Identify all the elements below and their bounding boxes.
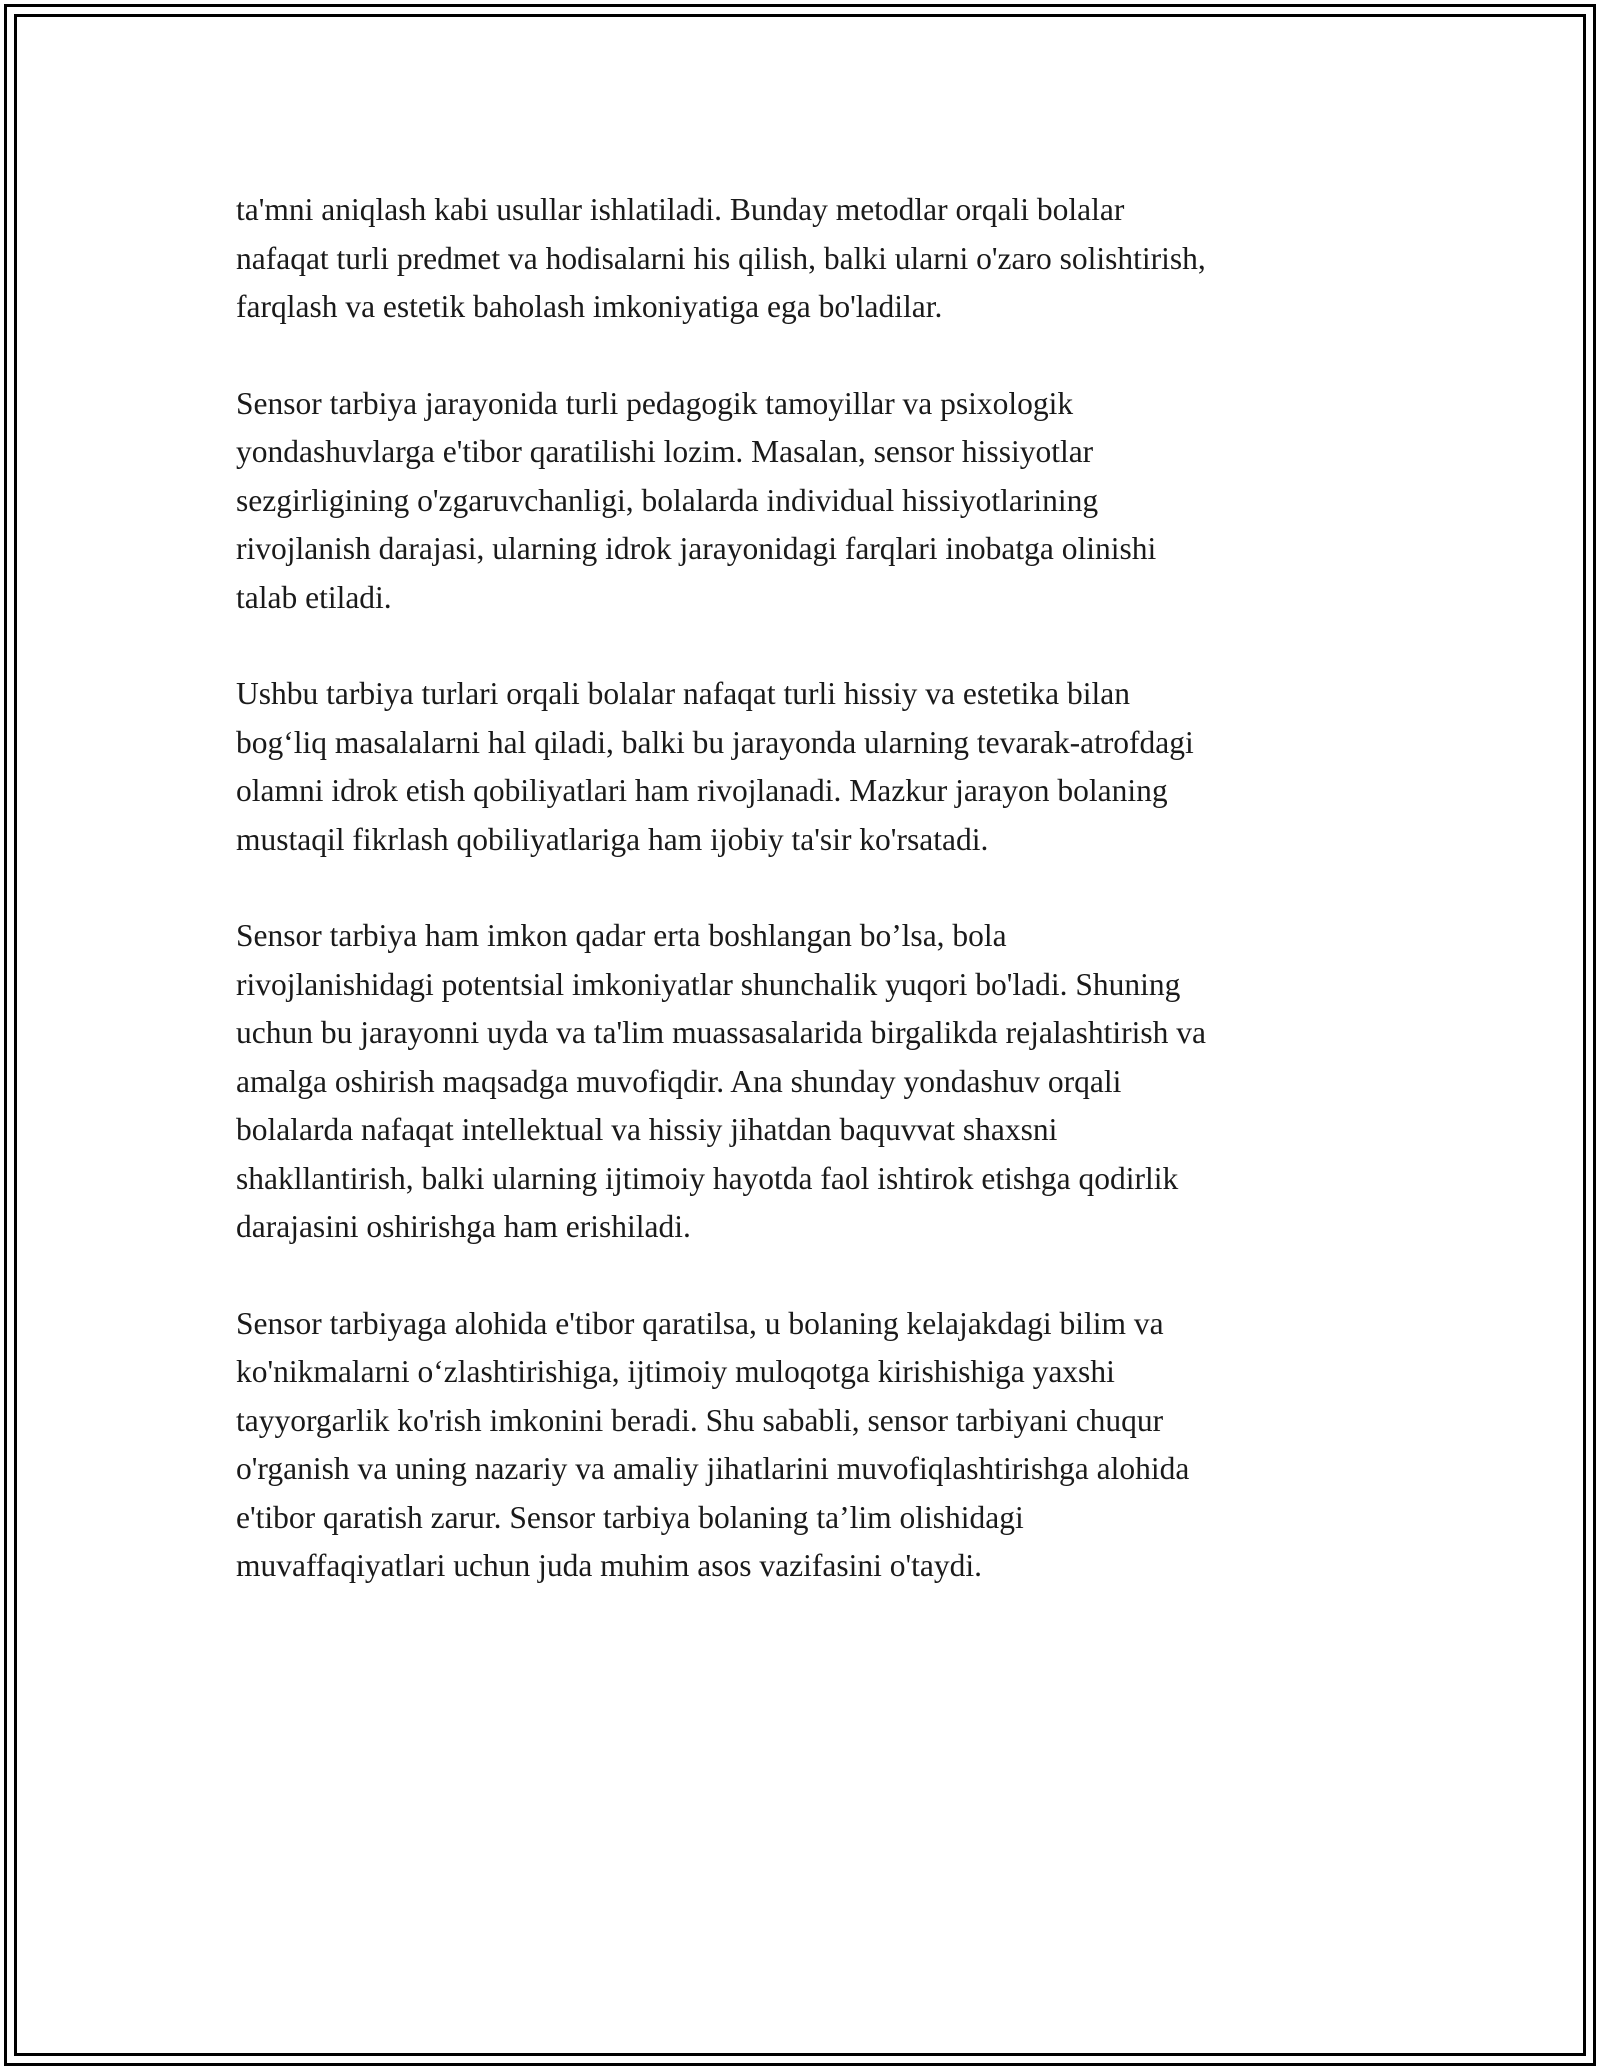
paragraph-5 [236, 1300, 1386, 1591]
text-line: ko'nikmalarni o‘zlashtirishiga, ijtimoiy muloqotga kirishishiga yaxshi [236, 1354, 1115, 1389]
text-line: mustaqil fikrlash qobiliyatlariga ham ijobiy ta'sir ko'rsatadi. [236, 821, 989, 857]
text-line: nafaqat turli predmet va hodisalarni his qilish, balki ularni o'zaro solishtirish, [236, 240, 1206, 276]
text-line: yondashuvlarga e'tibor qaratilishi lozim. Masalan, sensor hissiyotlar [236, 434, 1094, 469]
text-line: Sensor tarbiya ham imkon qadar erta boshlangan bo’lsa, bola [236, 918, 1007, 953]
paragraph-2 [236, 380, 1386, 623]
text-line: Ushbu tarbiya turlari orqali bolalar nafaqat turli hissiy va estetika bilan [236, 676, 1130, 711]
text-line: shakllantirish, balki ularning ijtimoiy hayotda faol ishtirok etishga qodirlik [236, 1160, 1179, 1196]
document-body [236, 186, 1386, 1639]
text-line: ta'mni aniqlash kabi usullar ishlatiladi. Bunday metodlar orqali bolalar [236, 192, 1125, 227]
text-line: olamni idrok etish qobiliyatlari ham rivojlanadi. Mazkur jarayon bolaning [236, 773, 1168, 808]
text-line: Sensor tarbiyaga alohida e'tibor qaratilsa, u bolaning kelajakdagi bilim va [236, 1305, 1164, 1341]
text-line: bog‘liq masalalarni hal qiladi, balki bu jarayonda ularning tevarak-atrofdagi [236, 724, 1194, 760]
paragraph-3 [236, 670, 1386, 864]
text-line: e'tibor qaratish zarur. Sensor tarbiya bolaning ta’lim olishidagi [236, 1499, 1024, 1535]
text-line: Sensor tarbiya jarayonida turli pedagogik tamoyillar va psixologik [236, 385, 1074, 421]
text-line: muvaffaqiyatlari uchun juda muhim asos vazifasini o'taydi. [236, 1548, 983, 1583]
paragraph-4 [236, 912, 1386, 1252]
paragraph-1 [236, 186, 1386, 332]
text-line: tayyorgarlik ko'rish imkonini beradi. Shu sababli, sensor tarbiyani chuqur [236, 1402, 1164, 1438]
text-line: amalga oshirish maqsadga muvofiqdir. Ana shunday yondashuv orqali [236, 1063, 1122, 1099]
text-line: darajasini oshirishga ham erishiladi. [236, 1209, 691, 1244]
text-line: rivojlanish darajasi, ularning idrok jarayonidagi farqlari inobatga olinishi [236, 531, 1157, 566]
text-line: bolalarda nafaqat intellektual va hissiy jihatdan baquvvat shaxsni [236, 1112, 1058, 1147]
text-line: talab etiladi. [236, 579, 392, 615]
text-line: uchun bu jarayonni uyda va ta'lim muassasalarida birgalikda rejalashtirish va [236, 1015, 1206, 1050]
text-line: sezgirligining o'zgaruvchanligi, bolalarda individual hissiyotlarining [236, 482, 1099, 518]
text-line: farqlash va estetik baholash imkoniyatiga ega bo'ladilar. [236, 289, 943, 324]
text-line: rivojlanishidagi potentsial imkoniyatlar shunchalik yuqori bo'ladi. Shuning [236, 966, 1181, 1002]
text-line: o'rganish va uning nazariy va amaliy jihatlarini muvofiqlashtirishga alohida [236, 1451, 1190, 1486]
